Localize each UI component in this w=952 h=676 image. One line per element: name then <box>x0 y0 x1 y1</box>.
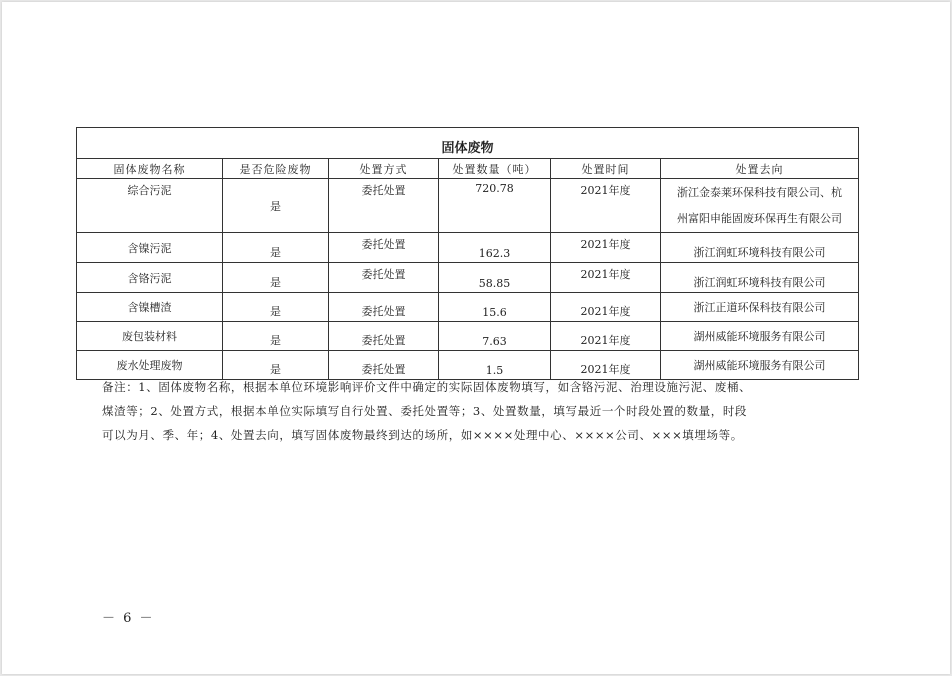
cell-destination: 浙江润虹环境科技有限公司 <box>661 263 859 293</box>
cell-time: 2021年度 <box>551 322 661 351</box>
cell-destination: 浙江正道环保科技有限公司 <box>661 293 859 322</box>
cell-method: 委托处置 <box>329 351 439 380</box>
header-method: 处置方式 <box>329 159 439 179</box>
table-row <box>77 233 859 263</box>
cell-quantity: 720.78 <box>439 179 551 233</box>
cell-quantity: 15.6 <box>439 293 551 322</box>
header-hazardous: 是否危险废物 <box>223 159 329 179</box>
cell-method: 委托处置 <box>329 263 439 293</box>
solid-waste-table <box>76 127 859 380</box>
cell-hazardous: 是 <box>223 293 329 322</box>
destination-line-2: 州富阳申能固废环保再生有限公司 <box>677 211 843 225</box>
document-page <box>2 2 950 674</box>
cell-hazardous: 是 <box>223 179 329 233</box>
cell-hazardous: 是 <box>223 233 329 263</box>
table-row <box>77 263 859 293</box>
cell-quantity: 7.63 <box>439 322 551 351</box>
table-title: 固体废物 <box>77 128 859 159</box>
cell-time: 2021年度 <box>551 233 661 263</box>
cell-method: 委托处置 <box>329 293 439 322</box>
note-line-3: 可以为月、季、年；4、处置去向，填写固体废物最终到达的场所，如××××处理中心、××××公司、×××填埋场等。 <box>102 428 743 442</box>
cell-name: 含铬污泥 <box>77 263 223 293</box>
note-line-2: 煤渣等；2、处置方式，根据本单位实际填写自行处置、委托处置等；3、处置数量，填写最近一个时段处置的数量，时段 <box>102 404 748 418</box>
header-destination: 处置去向 <box>661 159 859 179</box>
cell-destination: 浙江润虹环境科技有限公司 <box>661 233 859 263</box>
cell-destination <box>661 179 859 233</box>
cell-quantity: 58.85 <box>439 263 551 293</box>
cell-name: 含镍污泥 <box>77 233 223 263</box>
table-row <box>77 322 859 351</box>
cell-time: 2021年度 <box>551 351 661 380</box>
note-line-1: 备注：1、固体废物名称，根据本单位环境影响评价文件中确定的实际固体废物填写，如含铬污泥、治理设施污泥、废桶、 <box>102 380 752 394</box>
table-header-row <box>77 159 859 179</box>
page-number: － 6 － <box>102 611 155 626</box>
cell-destination: 湖州威能环境服务有限公司 <box>661 322 859 351</box>
cell-name: 废包装材料 <box>77 322 223 351</box>
notes-block <box>102 375 842 447</box>
cell-time: 2021年度 <box>551 179 661 233</box>
cell-quantity: 162.3 <box>439 233 551 263</box>
cell-name: 含镍槽渣 <box>77 293 223 322</box>
destination-line-1: 浙江金泰莱环保科技有限公司、杭 <box>677 185 843 199</box>
cell-method: 委托处置 <box>329 233 439 263</box>
cell-hazardous: 是 <box>223 322 329 351</box>
cell-hazardous: 是 <box>223 263 329 293</box>
table-row <box>77 179 859 233</box>
header-time: 处置时间 <box>551 159 661 179</box>
header-name: 固体废物名称 <box>77 159 223 179</box>
table-row <box>77 293 859 322</box>
cell-name: 废水处理废物 <box>77 351 223 380</box>
cell-hazardous: 是 <box>223 351 329 380</box>
cell-method: 委托处置 <box>329 179 439 233</box>
cell-time: 2021年度 <box>551 293 661 322</box>
cell-method: 委托处置 <box>329 322 439 351</box>
cell-time: 2021年度 <box>551 263 661 293</box>
cell-name: 综合污泥 <box>77 179 223 233</box>
cell-quantity: 1.5 <box>439 351 551 380</box>
cell-destination: 湖州威能环境服务有限公司 <box>661 351 859 380</box>
header-quantity: 处置数量（吨） <box>439 159 551 179</box>
